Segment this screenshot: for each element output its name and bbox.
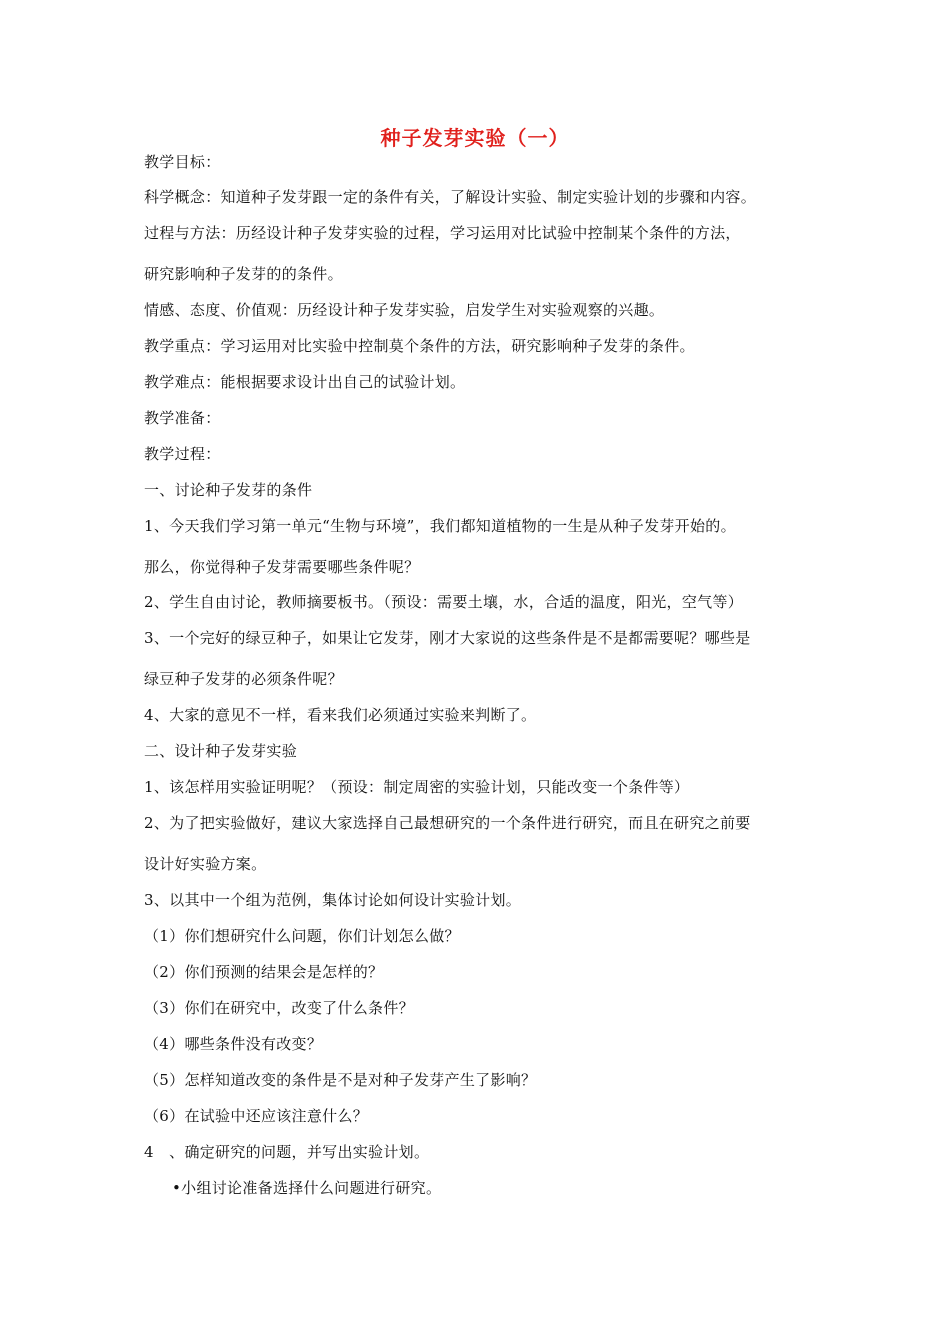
text-line: 教学重点：学习运用对比实验中控制莫个条件的方法，研究影响种子发芽的条件。	[144, 337, 695, 355]
list-item: （3）你们在研究中，改变了什么条件？	[144, 999, 414, 1017]
text-line: 教学目标：	[144, 153, 221, 171]
text-line: 3、以其中一个组为范例，集体讨论如何设计实验计划。	[144, 891, 522, 909]
list-item: （6）在试验中还应该注意什么？	[144, 1107, 369, 1125]
text-line: 1、该怎样用实验证明呢？（预设：制定周密的实验计划，只能改变一个条件等）	[144, 778, 690, 796]
text-line: 过程与方法：历经设计种子发芽实验的过程，学习运用对比试验中控制某个条件的方法，	[144, 224, 741, 242]
section-heading: 一、讨论种子发芽的条件	[144, 481, 313, 499]
list-item: （2）你们预测的结果会是怎样的？	[144, 963, 384, 981]
text-line: 2、为了把实验做好，建议大家选择自己最想研究的一个条件进行研究，而且在研究之前要	[144, 814, 751, 832]
page-title: 种子发芽实验（一）	[380, 126, 570, 150]
text-line: 绿豆种子发芽的必须条件呢？	[144, 670, 343, 688]
text-line: 科学概念：知道种子发芽跟一定的条件有关，了解设计实验、制定实验计划的步骤和内容。	[144, 188, 757, 206]
text-line: 教学过程：	[144, 445, 221, 463]
bullet-item: •小组讨论准备选择什么问题进行研究。	[172, 1179, 442, 1197]
list-item: （4）哪些条件没有改变？	[144, 1035, 323, 1053]
text-line: 那么，你觉得种子发芽需要哪些条件呢？	[144, 558, 420, 576]
text-line: 4 、确定研究的问题，并写出实验计划。	[144, 1143, 430, 1161]
list-item: （5）怎样知道改变的条件是不是对种子发芽产生了影响？	[144, 1071, 537, 1089]
text-line: 情感、态度、价值观：历经设计种子发芽实验，启发学生对实验观察的兴趣。	[144, 301, 665, 319]
text-line: 4、大家的意见不一样，看来我们必须通过实验来判断了。	[144, 706, 537, 724]
text-line: 研究影响种子发芽的的条件。	[144, 265, 343, 283]
text-line: 2、学生自由讨论，教师摘要板书。（预设：需要土壤，水，合适的温度，阳光，空气等）	[144, 593, 744, 611]
text-line: 设计好实验方案。	[144, 855, 267, 873]
text-line: 教学准备：	[144, 409, 221, 427]
list-item: （1）你们想研究什么问题，你们计划怎么做？	[144, 927, 460, 945]
text-line: 1、今天我们学习第一单元“生物与环境”，我们都知道植物的一生是从种子发芽开始的。	[144, 517, 736, 535]
text-line: 3、一个完好的绿豆种子，如果让它发芽，刚才大家说的这些条件是不是都需要呢？哪些是	[144, 629, 751, 647]
text-line: 教学难点：能根据要求设计出自己的试验计划。	[144, 373, 466, 391]
section-heading: 二、设计种子发芽实验	[144, 742, 298, 760]
